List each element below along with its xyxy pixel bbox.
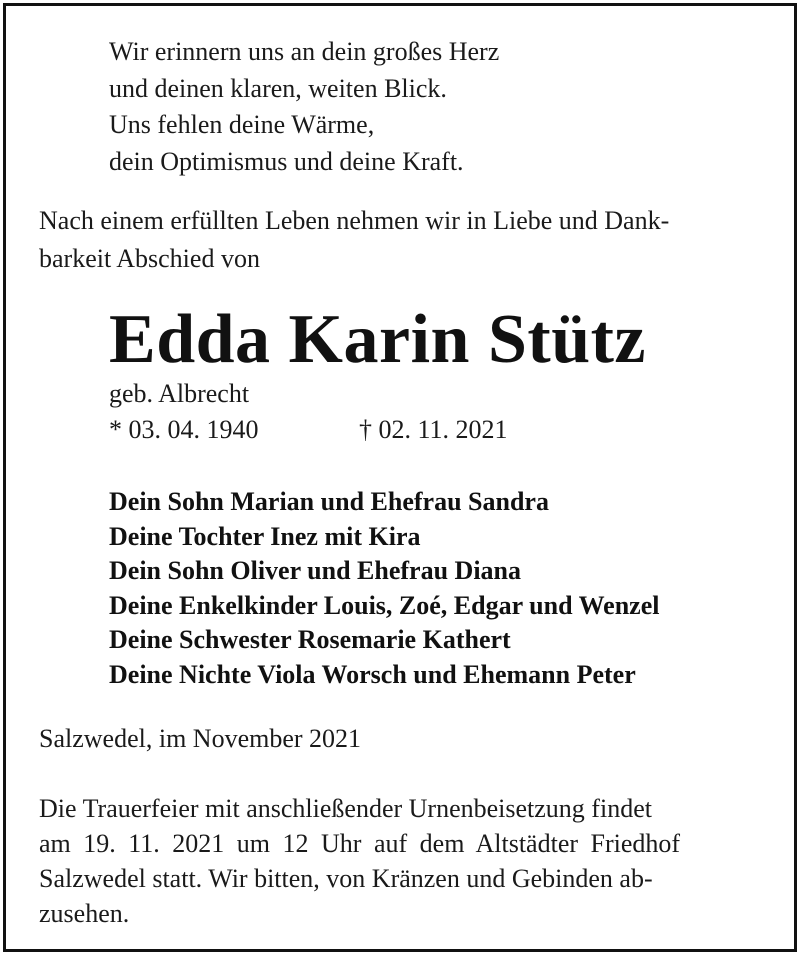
place-and-date: Salzwedel, im November 2021 [39,724,362,753]
intro-text [39,202,761,278]
obituary-content [6,6,794,949]
funeral-line: Die Trauerfeier mit anschließender Urnenbeisetzung findet [39,794,652,823]
poem-line: und deinen klaren, weiten Blick. [109,73,447,103]
funeral-line: am 19. 11. 2021 um 12 Uhr auf dem Altstädter Friedhof [39,829,681,858]
birth-date: * 03. 04. 1940 [109,415,259,444]
mourner-entry: Deine Nichte Viola Worsch und Ehemann Peter [109,659,636,689]
poem-line: Uns fehlen deine Wärme, [109,110,375,139]
memorial-poem [109,34,499,180]
mourner-entry: Deine Tochter Inez mit Kira [109,521,421,551]
poem-line: Wir erinnern uns an dein großes Herz [109,37,500,66]
mourner-entry: Deine Enkelkinder Louis, Zoé, Edgar und Wenzel [109,590,660,620]
funeral-notice [39,791,680,931]
life-dates [109,414,508,446]
mourner-entry: Deine Schwester Rosemarie Kathert [109,625,511,654]
obituary-frame [3,3,797,952]
mourner-entry: Dein Sohn Oliver und Ehefrau Diana [109,556,522,585]
intro-line: barkeit Abschied von [39,244,260,273]
funeral-line: zusehen. [39,899,130,928]
poem-line: dein Optimismus und deine Kraft. [109,146,464,176]
mourner-entry: Dein Sohn Marian und Ehefrau Sandra [109,487,549,516]
deceased-name: Edda Karin Stütz [109,301,646,378]
mourners-list [109,485,659,692]
intro-line: Nach einem erfüllten Leben nehmen wir in Liebe und Dank- [39,206,670,235]
funeral-line: Salzwedel statt. Wir bitten, von Kränzen und Gebinden ab- [39,864,653,893]
death-date: † 02. 11. 2021 [359,415,508,444]
birth-name: geb. Albrecht [109,379,250,408]
